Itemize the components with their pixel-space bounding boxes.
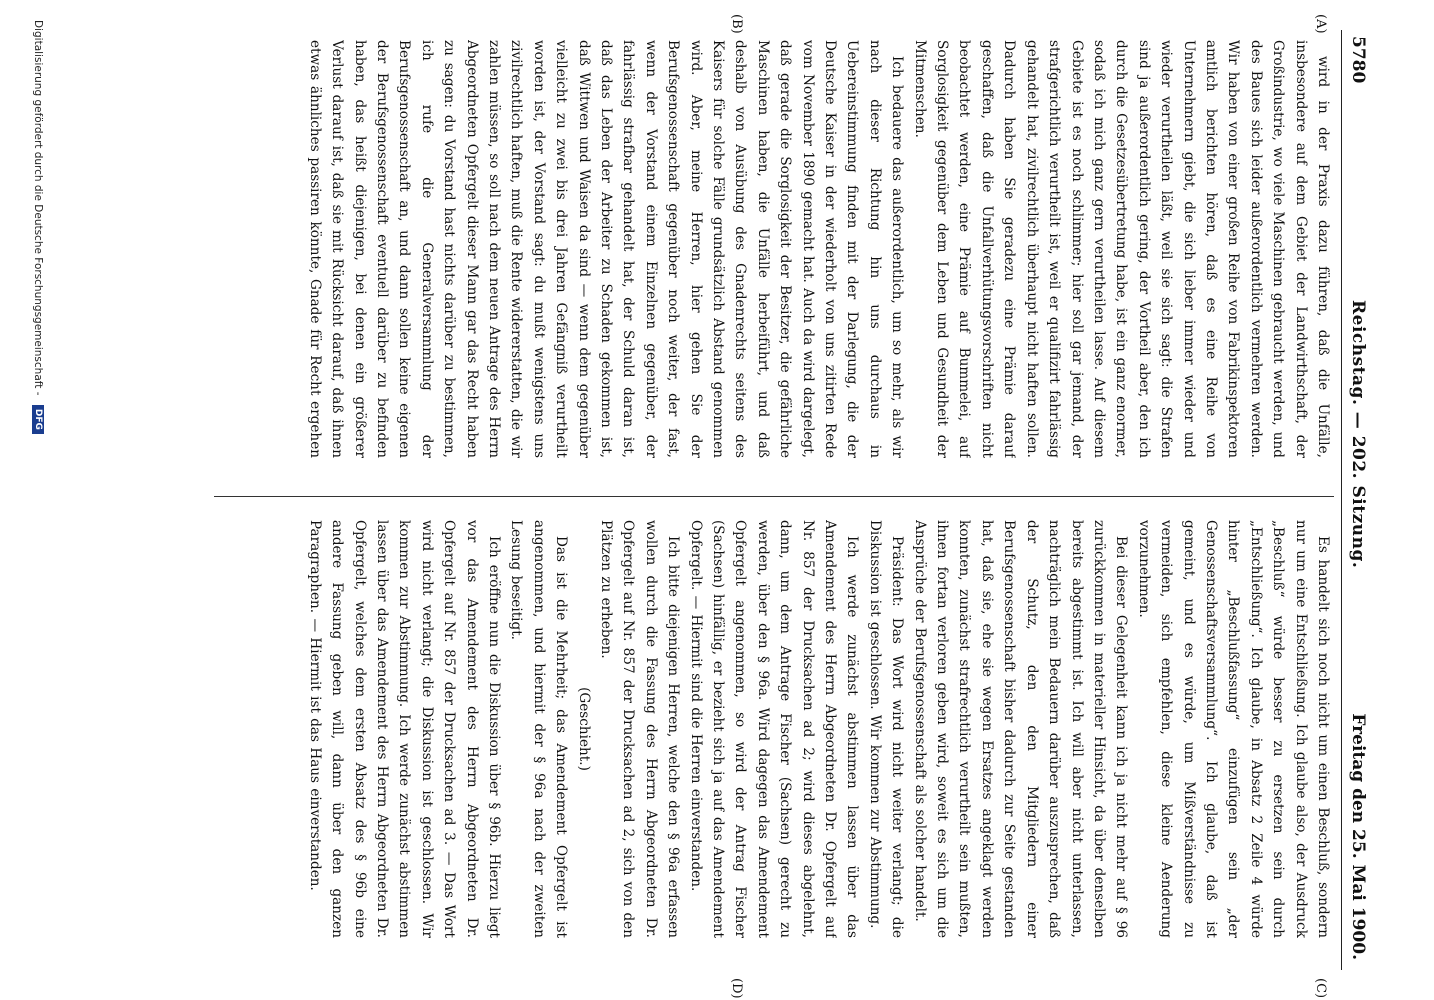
margin-mark-a: (A)	[1313, 14, 1328, 34]
right-column	[304, 520, 1334, 938]
right-paragraph: (Geschieht.)	[575, 687, 592, 771]
right-paragraph: Ich eröffne nun die Diskussion über § 96b. Hierzu liegt vor das Amendement des Herrn Abgeordneten Dr. Opfergelt auf Nr. 857 der Drucksachen ad 3. — Das Wort wird nicht verlangt; die Diskussion ist geschlossen. Wir kommen zur Abstimmung. Ich werde zunächst abstimmen lassen über das Amendement des Herrn Abgeordneten Dr. Opfergelt, welches dem ersten Absatz des § 96b eine andere Fassung geben will, dann über den ganzen Paragraphen. — Hiermit ist das Haus einverstanden.	[306, 520, 502, 938]
right-paragraph: Präsident: Das Wort wird nicht weiter verlangt; die Diskussion ist geschlossen. Wir kommen zur Abstimmung.	[866, 520, 906, 938]
left-paragraph: wird in der Praxis dazu führen, daß die Unfälle, insbesondere auf dem Gebiet der Landwirthschaft, der Großindustrie, wo viele Maschinen gebraucht werden, und des Baues sich leider außerordentlich vermehren werden. Wir haben von einer großen Reihe von Fabrikinspektoren amtlich berichten hören, daß es eine Reihe von Unternehmern giebt, die sich lieber immer wieder und wieder verurtheilen läßt, weil sie sich sagt: die Strafen sind ja außerordentlich gering, der Vortheil aber, den ich durch die Gesetzesübertretung habe, ist ein ganz enormer, sodaß ich mich ganz gern verurtheilen lasse. Auf diesem Gebiete ist es noch schlimmer; hier soll gar jemand, der strafgerichtlich verurtheilt ist, weil er qualifizirt fahrlässig gehandelt hat, zivilrechtlich überhaupt nicht haften sollen. Dadurch haben Sie geradezu eine Prämie darauf geschaffen, daß die Unfallverhütungsvorschriften nicht beobachtet werden, eine Prämie auf Bummelei, auf Sorglosigkeit gegenüber dem Leben und Gesundheit der Mitmenschen.	[911, 40, 1331, 458]
digitization-credit	[32, 20, 44, 434]
margin-mark-c: (C)	[1313, 978, 1328, 999]
left-column	[304, 40, 1334, 458]
margin-mark-d: (D)	[729, 978, 744, 999]
page-number: 5780	[1348, 36, 1368, 84]
right-paragraph: Bei dieser Gelegenheit kann ich ja nicht mehr auf § 96 zurückkommen in materieller Hinsicht, da über denselben bereits abgestimmt ist. Ich will aber nicht unterlassen, nachträglich mein Bedauern darüber auszusprechen, daß der Schutz, den den Mitgliedern einer Berufsgenossenschaft bisher dadurch zur Seite gestanden hat, daß sie, ehe sie wegen Ersatzes angeklagt werden konnten, zunächst strafrechtlich verurtheilt sein mußten, ihnen fortan verloren geben wird, soweit es sich um die Ansprüche der Berufsgenossenschaft als solcher handelt.	[911, 520, 1130, 938]
right-paragraph: Es handelt sich noch nicht um einen Beschluß, sondern nur um eine Entschließung. Ich glaube also, der Ausdruck „Beschluß“ würde besser zu ersetzen sein durch „Entschließung“. Ich glaube, in Absatz 2 Zeile 4 würde hinter „Beschlußfassung“ einzufügen sein „der Genossenschaftsversammlung“. Ich glaube, daß ist gemeint, und es würde, um Mißverständnisse zu vermeiden, sich empfehlen, diese kleine Aenderung vorzunehmen.	[1135, 520, 1331, 938]
column-divider	[214, 496, 1334, 497]
right-paragraph: Das ist die Mehrheit; das Amendement Opfergelt ist angenommen, und hiermit der § 96a nach der zweiten Lesung beseitigt.	[508, 520, 570, 938]
right-paragraph: Ich werde zunächst abstimmen lassen über das Amendement des Herrn Abgeordneten Dr. Opfergelt auf Nr. 857 der Drucksachen ad 2; wird dieses abgelehnt, dann, um dem Antrage Fischer (Sachsen) gerecht zu werden, über den § 96a. Wird dagegen das Amendement Opfergelt angenommen, so wird der Antrag Fischer (Sachsen) hinfällig, er bezieht sich ja auf das Amendement Opfergelt. — Hiermit sind die Herren einverstanden.	[687, 520, 861, 938]
page-date: Freitag den 25. Mai 1900.	[1348, 713, 1368, 960]
page-title: Reichstag. — 202. Sitzung.	[1348, 300, 1368, 569]
margin-mark-b: (B)	[729, 14, 744, 34]
digitization-credit-text: Digitalisierung gefördert durch die Deutsche Forschungsgemeinschaft -	[32, 20, 44, 396]
left-paragraph: Ich bedauere das außerordentlich, um so mehr, als wir nach dieser Richtung hin uns durchaus in Uebereinstimmung finden mit der Darlegung, die der Deutsche Kaiser in der wiederholt von uns zitirten Rede vom November 1890 gemacht hat. Auch da wird dargelegt, daß gerade die Sorglosigkeit der Besitzer, die gefährliche Maschinen haben, die Unfälle herbeiführt, und daß deshalb von Ausübung des Gnadenrechts seitens des Kaisers für solche Fälle grundsätzlich Abstand genommen wird. Aber, meine Herren, hier gehen Sie der Berufsgenossenschaft gegenüber noch weiter, der fast, wenn der Vorstand einem Einzelnen gegenüber, der fahrlässig strafbar gehandelt hat, der Schuld daran ist, daß das Leben der Arbeiter zu Schaden gekommen ist, daß Wittwen und Waisen da sind — wenn dem gegenüber vielleicht zu zwei bis drei Jahren Gefängniß verurtheilt worden ist, der Vorstand sagt: du mußt wenigstens uns zivilrechtlich haften, muß die Rente widererstatten, die wir zahlen müssen, so soll nach dem neuen Antrage des Herrn Abgeordneten Opfergelt dieser Mann gar das Recht haben zu sagen: du Vorstand hast nichts darüber zu bestimmen, ich rufe die Generalversammlung der Berufsgenossenschaft an, und dann sollen keine eigenen der Berufsgenossenschaft eventuell darüber zu befinden haben, das heißt diejenigen, bei denen ein größerer Verlust darauf ist, daß sie mit Rücksicht darauf, daß ihnen etwas ähnliches passiren könnte, Gnade für Recht ergehen	[306, 40, 906, 458]
right-paragraph: Ich bitte diejenigen Herren, welche den § 96a erfassen wollen durch die Fassung des Herrn Abgeordneten Dr. Opfergelt auf Nr. 857 der Drucksachen ad 2, sich von den Plätzen zu erheben.	[598, 520, 682, 938]
page-header	[1341, 30, 1372, 970]
dfg-logo-icon: DFG	[32, 405, 44, 434]
